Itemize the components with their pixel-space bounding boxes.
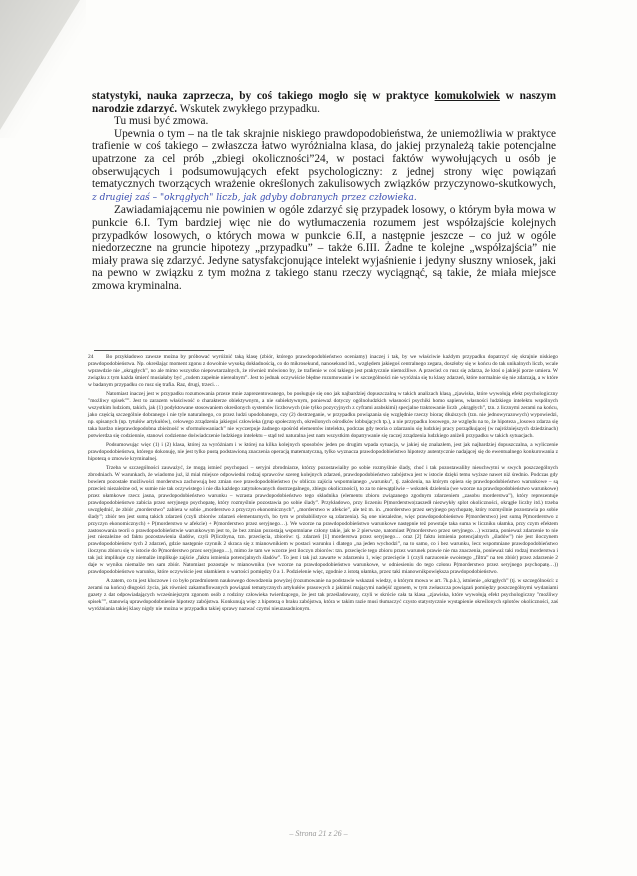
footnote-paragraph-4: Trzeba w szczególności zauważyć, że mogą istnieć psychopaci – seryjni zbrodniarze, którzy pozostawiaiby po sobie rozmyślnie ślady, choć i tak pozostawaliby nieuchwytni w swych poszczególnych zbrodniach. W warunkach, że wiadomo już, iż mial miejsce odpowiedni rodzaj sprawców szereg kolejnych zdarzeń, prawdopodobieństwo zabójstwa jest w istocie dzięki temu wyższe nawet niż średnio. Podczas gdy bowiem pozostałe możliwości morderstwa zachowują bez zmian swe prawdopodobieństwo (w obliczu zajścia wspomnianego „warunku”, tj. założenia, na którym opiera się prawdopodobieństwo warunkowe – są przecież niezależne od, w sumie nie tak oczywistego i nie dla każdego zatytułowanych dostrzegalnego, zbiegu okoliczności), to za to niewątpliwie – wskutek dzielenia (we wzorze na prawdopodobieństwo warunkowe) przez ułamkowe rzecz jasna, prawdopodobieństwo warunku – wzrasta prawdopodobieństwo tego składnika (elementu zbioru związanego zgodnym zdarzeniem „zasobu morderstwa”), który reprezentuje prawdopodobieństwo zabicia przez seryjnego psychopatę, który rozmyślnie pozostawia po sobie ślady”. Przykładowo, przy liczeniu P(morderstwo|zaszedł niezwykły splot okoliczności, okrągłe liczby itd.) trzeba uwzględnić, że zbiór „morderstwo” zabiera w sobie „morderstwo z przyczyn ekonomicznych”, „morderstwo w afekcie”, ale też m. in. „morderstwo przez seryjnego psychopatę, który rozmyślnie pozostawia po sobie ślady”; zbiór ten jest sumą takich zdarzeń (czyli zbiorów zdarzeń elementarnych, bo tym w probabilistyce są zdarzenia). Są one niezależne, więc prawdopodobieństwo P(morderstwo) jest sumą P(morderstwo z przyczyn ekonomicznych) + P(morderstwo w afekcie) + P(morderstwo przez seryjnego…). We wzorze na prawdopodobieństwo warunkowe następnie też powstaje taka suma w liczniku ułamka, przy czym efektem zastosowania teorii o prawdopodobieństwie warunkowym jest to, że bez zmian pozostają wspomniane człony takie, jak te 2 pierwsze, natomiast P(morderstwo przez seryjnego…) wzrasta, ponieważ zdarzenie to nie jest niezależne od faktu pozostawienia śladów, czyli P(liczbyna, tzn. przecięcia, zbiorów: tj. zdarzeń [1] morderstwa przez seryjnego… oraz [2] faktu istnienia potencjalnych „śladów”) nie jest iloczynem prawdopodobieństw tych 2 zdarzeń, gdzie następnie czynnik 2 skraca się z mianownikiem w postaci warunku i dlatego „na jeden wychodzi”, na to samo, co i bez warunku, lecz wspomniane prawdopodobieństwo iloczynu zbioru się w istocie do P(morderstwo przez seryjnego…), mimo że tam we wzorze jest iloczyn zbiorów: tzn. przecięcie tego zbioru przez warunek prawie nie ma znaczenia, ponieważ taki rodzaj morderstwa i tak już implikuje czy niemalże implikuje zajście „faktu istnienia potencjalnych śladów”. To jest i tak już zawarte w zdarzeniu 1, więc przecięcie 1 (czyli narzucenie swoistego „filtra” na ten zbiór) przez zdarzenie 2 daje w wyniku niemalże ten sam zbiór. Natomiast pozostaje w mianowniku (we wzorze na prawdopodobieństwo warunkowe, w odniesieniu do tego członu P(morderstwo przez seryjnego psychopatę…)) prawdopodobieństwo warunku, które oczywiście jest ułamkiem o wartości pomiędzy 0 a 1. Podzielenie więc, zgodnie z istotą ułamka, przez taki mianownikpowiększa prawdopodobieństwo. [88,465,558,575]
underlined-word: komukolwiek [434,90,500,102]
paragraph-1-tail: Wskutek zwykłego przypadku. [177,102,320,115]
page-corner-shadow [0,0,86,138]
footnote-paragraph-5: A zatem, co tu jest kluczowe i co było przedmiotem naukowego dowodzenia powyżej (rozumowanie na podstawie wskazań wiedzy, o którym mowa w art. 7k.p.k.), istnienie „okrągłych” (tj. w szczególności: z zerami na końcu) długości życia, jak również zakamuflowanych powiązań tematycznych artykułów prasowych z jakimiś mającymi nadejść zgonem, w tym zwłaszcza powiązań pomiędzy poszczególnymi wydaniami gazety z dat odpowiadających wcześniejszym zgonom osób z rodziny człowieka twierdzącego, że jest tak prześladowany, czyli w skrócie cała ta klasa „zjawiska, które wywołują efekt psychologiczny "możliwy spisek"”, stanowią uprawdopodobnienie hipotezy zabójstwa. Konkunują więc z hipotezą o braku zabójstwa, która w takim razie musi tłumaczyć czysto statystycznie wystąpienie określonych splotów okoliczności, zaś wyróżniania takiej klasy nigdy nie można w przypadku takiej sprawy nazwać czymś nieuzasadnionym. [88,578,558,613]
footnote-paragraph [88,354,558,389]
paragraph-1 [92,90,556,115]
main-text [92,90,556,293]
footnote-paragraph-2: Natomiast inaczej jest w przypadku rozumowania przeze mnie zaprezentowanego, bo posługuje się ono jak najbardziej dopuszczalną w takich analizach klasą „zjawiska, które wywołują efekt psychologiczny "możliwy spisek"”. Jest to zarazem właściwość o charakterze obiektywnym, a nie subiektywnym, ponieważ dotyczy ogólnoludzkich własności psychiki homo sapiens, własności ludzkiego intelektu wspólnych wszystkim ludziom, takich, jak (1) podyktowane stosowaniem określonych systemów liczbowych (nie tylko pozycyjnych z cyframi arabskimi) specjalne traktowanie liczb „okrągłych”, tzn. z licznymi zerami na końcu, jako częścią szczególnie dobranego i nie tyle naturalnego, co przez ludzi upodobanego, czy (2) dostrzeganie, w przypadku powiązania się względnie rzeczy bioraç dłuższych (tzn. nie jednowyrazowych) wypowiedzi, np. spisanych (np. tytułów artykułów), celowego zrządzenia jakiegoś człowieka (grup społecznych, określonych ośrodków lobbujących tp.), a nie przypadku losowego, ze względu na to, że hipoteza „losowo zdarza się taka bardzo nieprawdopodobna zbieżność w sformułowaniach” nie wyczerpuje żadnego spośród elementów intelektu, podczas gdy teoria o zdarzaniu się ludzkiej pracy porządkującej (w najróżniejszych dziedzinach) potwierdza się codziennie, stanowi codzienne doświadczenie ludzkiego intelektu – stąd też naturalna jest nam wszystkim dopatrywanie się raczej zrządzenia ludzkiego aniżeli przypadku w takich sytuacjach. [88,391,558,439]
footnote-paragraph-3: Podsumowując więc (1) i (2) klasa, której za wyróżniam i w której na kilka kolejnych sposobów jeden po drugim wpada sytuacja, w jakiej się znalazłem, jest jak najbardziej dopuszczalna, a wyliczenie prawdopodobieństwa, którego dokonuję, nie jest tylko pustą podstawioną znaczenia operacją matematyczną, tylko wyznacza prawdopodobieństwo hipotezy autentycznie nadającej się do ewentualnego konkurowania z hipotezą o zmowie kryminalnej. [88,442,558,462]
paragraph-4: Zawiadamiającemu nie powinien w ogóle zdarzyć się przypadek losowy, o którym była mowa w punkcie 6.I. Tym bardziej więc nie do wytłumaczenia rozumem jest współzajście kolejnych przypadków losowych, o których mowa w punkcie 6.II, a następnie jeszcze – co już w ogóle niedorzeczne na gruncie hipotezy „przypadku” – także 6.III. Żadne te kolejne „współzajścia” nie miały prawa się zdarzyć. Jedyne satysfakcjonujące intelekt wyjaśnienie i jedyny słuszny wniosek, jaki na pewno w związku z tym można z takiego stanu rzeczy wyciągnąć, są takie, że miała miejsce zmowa kryminalna. [92,204,556,292]
paragraph-2: Tu musi być zmowa. [114,115,209,128]
footnote-paragraph-1: Bo przykładowo zawsze można by próbować wyróżnić taką klasę (zbiór, którego prawdopodobieństwo oceniamy) inaczej i tak, by we właściwie każdym przypadku dopatrzyć się skrajnie niskiego prawdopodobieństwa. Np. określając moment zgonu z dowolnie wysoką dokładnością, co do mikrosekund, nanosekund itd., względem jakiegoś centralnego zegara, doszłoby się w końcu do tak unikalnych liczb, wcale wprawdzie nie „okrągłych”, no ale mimo wszystko niepowtarzalnych, że również mówiono by, że trafienie w coś takiego jest praktycznie niemożliwe. A przecież co rusz się zdarza, że ktoś o jakiejś porze umiera. W związku z tym każda śmierć musiałaby być „cudem zupełnie nierealnym”. Jest to jednak oczywiście błędne rozumowanie i w szczególności nie wyróżnia się tu klasy zdarzeń, które normalnie się nie zdarzają, a w które w badanym przypadku co rusz się trafia. Raz, drugi, trzeci… [88,354,558,388]
footnote-separator [94,350,224,351]
paragraph-1-bold-end: w naszym narodzie zdarzyć. [92,90,556,115]
page-number: – Strona 21 z 26 – [289,829,348,838]
footnote [88,354,558,616]
paragraph-3-text: Upewnia o tym – na tle tak skrajnie niskiego prawdopodobieństwa, że uniemożliwia w praktyce trafienie w coś takiego – zwłaszcza łatwo wyróżnialna klasa, do jakiej przynależą takie potencjalne upatrzone za cel prób „zbiegi okoliczności”24, w postaci faktów wywołujących u osób je obserwujących i podsumowujących efekt psychologiczny: z jednej strony więc powiązań tematycznych tworzących wrażenie określonych zakulisowych związków przyczynowo-skutkowych, [92,127,556,191]
footnote-number: 24 [88,354,94,360]
paragraph-3 [92,128,556,205]
handwritten-annotation: z drugiej zaś – "okrągłych" liczb, jak gdyby dobranych przez człowieka. [92,192,417,203]
paragraph-1-bold: statystyki, nauka zaprzecza, by coś takiego mogło się w praktyce [92,90,435,102]
